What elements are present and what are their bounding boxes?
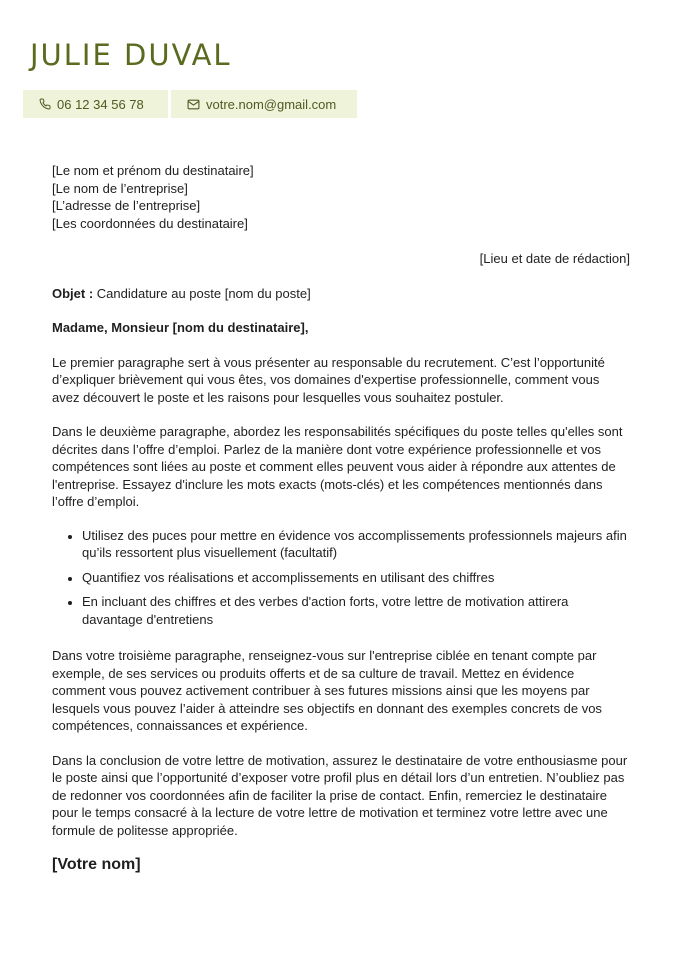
paragraph: Le premier paragraphe sert à vous présenter au responsable du recrutement. C’est l’opportunité d’expliquer brièvement qui vous êtes, vos domaines d'expertise professionnelle, comment vous avez découvert le poste et les raisons pour lesquelles vous souhaitez postuler. <box>52 354 605 405</box>
object-line <box>52 285 630 303</box>
email-contact <box>171 90 357 118</box>
applicant-name: JULIE DUVAL <box>30 38 232 72</box>
letter-body <box>52 162 630 874</box>
paragraph: Dans la conclusion de votre lettre de motivation, assurez le destinataire de votre enthousiasme pour le poste ainsi que l’opportunité d’exposer votre profil plus en détail lors d’un entretien. N’oubliez pas de redonner vos coordonnées afin de faciliter la prise de contact. Enfin, remerciez le destinataire pour le temps consacré à la lecture de votre lettre de motivation et terminez votre lettre avec une formule de politesse appropriée. <box>52 752 628 838</box>
mail-icon <box>187 99 200 110</box>
list-item: • En incluant des chiffres et des verbes d'action forts, votre lettre de motivation attirera davantage d'entretiens <box>82 593 630 628</box>
signature: [Votre nom] <box>52 856 141 873</box>
recipient-line: [Les coordonnées du destinataire] <box>52 215 248 231</box>
object-label: Objet : <box>52 285 94 301</box>
recipient-line: [Le nom de l’entreprise] <box>52 180 188 196</box>
place-date: [Lieu et date de rédaction] <box>479 251 630 266</box>
email-address: votre.nom@gmail.com <box>206 96 337 112</box>
bullet-list <box>52 527 630 629</box>
recipient-line: [L’adresse de l’entreprise] <box>52 198 201 213</box>
phone-contact <box>23 90 168 118</box>
phone-icon <box>39 98 51 110</box>
salutation: Madame, Monsieur [nom du destinataire], <box>52 320 309 335</box>
list-item: • Utilisez des puces pour mettre en évidence vos accomplissements professionnels majeurs afin qu’ils ressortent plus visuellement (facultatif) <box>82 527 630 562</box>
object-text: Candidature au poste [nom du poste] <box>93 285 311 301</box>
paragraph: Dans le deuxième paragraphe, abordez les responsabilités spécifiques du poste telles qu'elles sont décrites dans l’offre d’emploi. Parlez de la manière dont votre expérience professionnelle et vos compétences sont liées au poste et comment elles peuvent vous aider à répondre aux attentes de l'entreprise. Essayez d'inclure les mots exacts (mots-clés) et les compétences mentionnés dans l’offre d’emploi. <box>52 424 623 509</box>
recipient-line: [Le nom et prénom du destinataire] <box>52 163 254 178</box>
paragraph: Dans votre troisième paragraphe, renseignez-vous sur l'entreprise ciblée en tenant compte par exemple, de ses services ou produits offerts et de sa culture de travail. Mettez en évidence comment vous pouvez activement contribuer à ses futures missions ainsi que les moyens par lesquels vous pouvez l’aider à atteindre ses objectifs en donnant des exemples concrets de vos compétences, connaissances et expérience. <box>52 648 602 733</box>
recipient-block <box>52 162 630 232</box>
phone-number: 06 12 34 56 78 <box>57 96 144 112</box>
list-item: • Quantifiez vos réalisations et accomplissements en utilisant des chiffres <box>82 569 630 587</box>
